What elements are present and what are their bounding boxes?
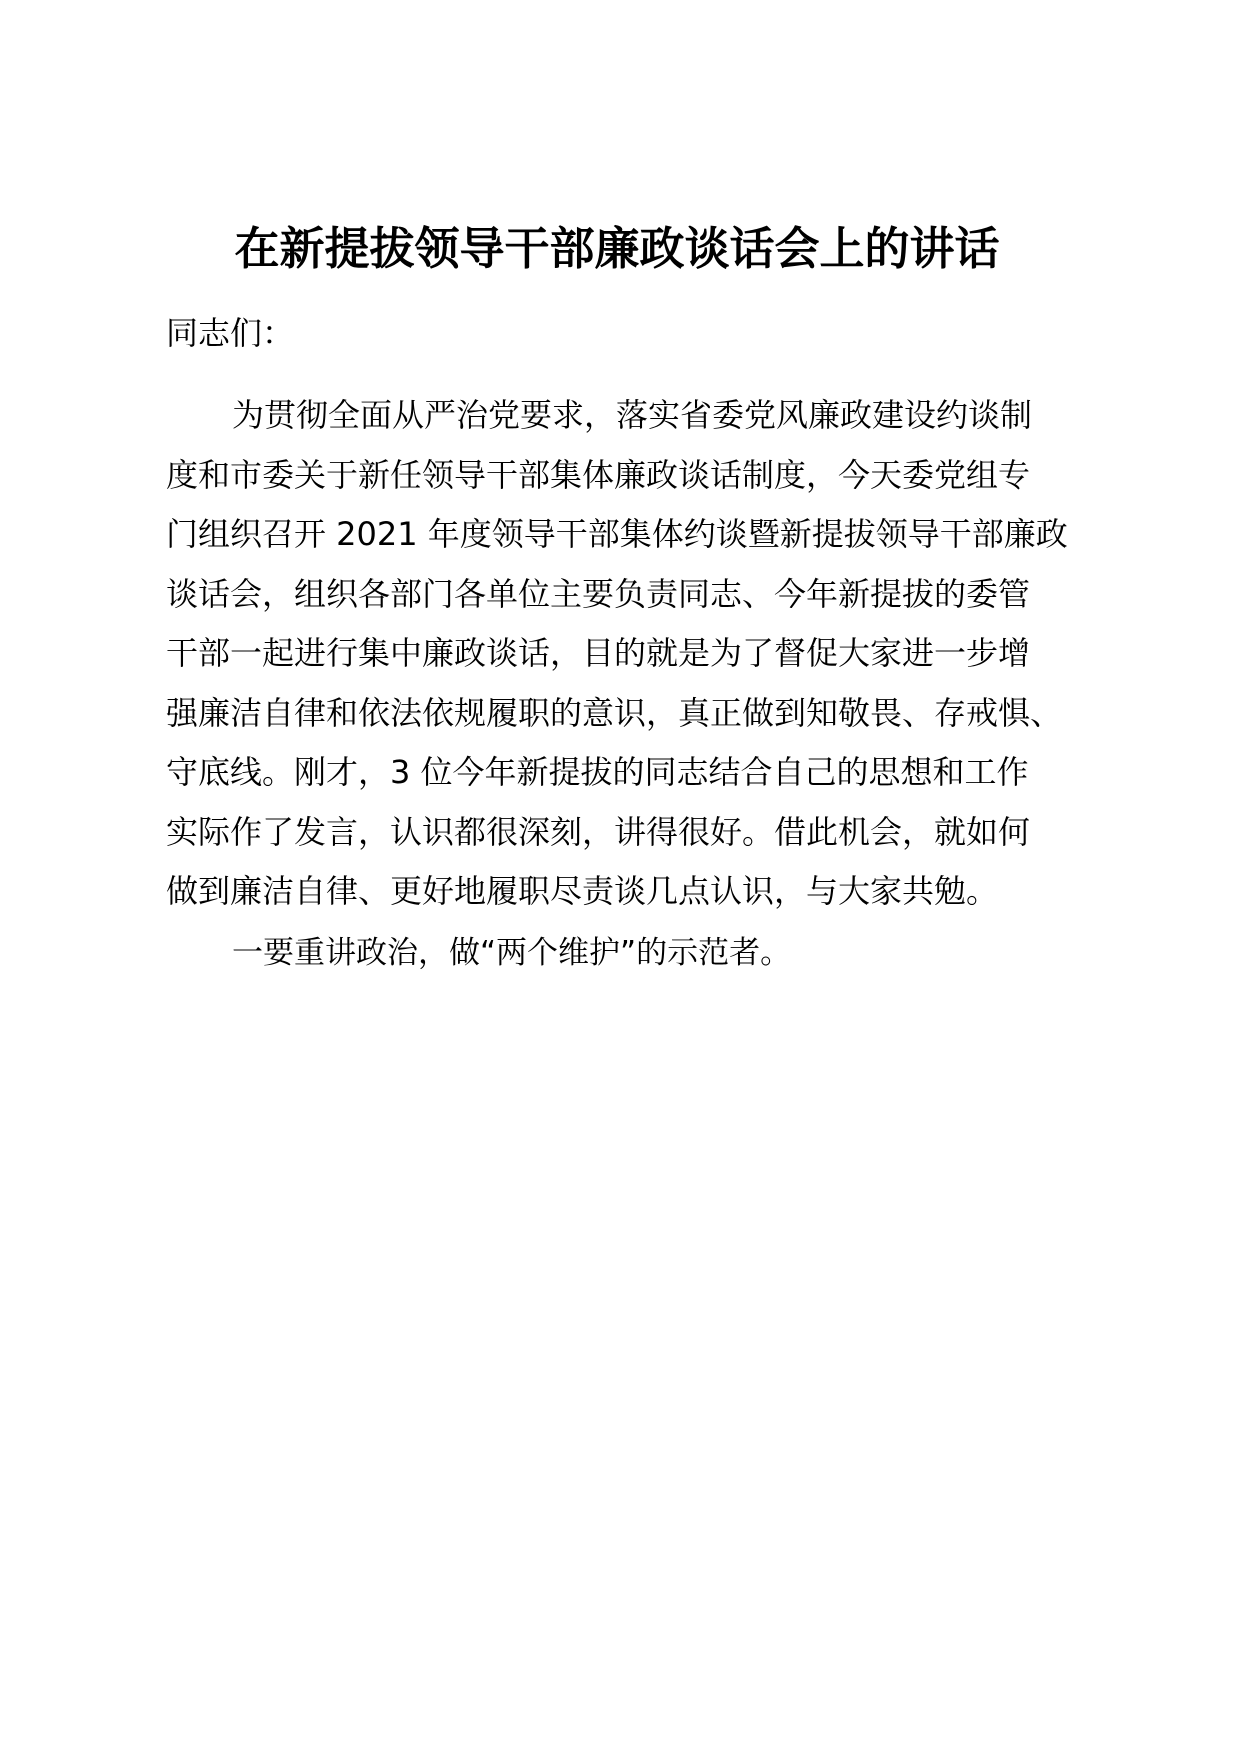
paragraph-line: 做到廉洁自律、更好地履职尽责谈几点认识，与大家共勉。 [166, 872, 999, 910]
paragraph-line: 门组织召开 2021 年度领导干部集体约谈暨新提拔领导干部廉政 [166, 515, 1068, 553]
paragraph-line: 实际作了发言，认识都很深刻，讲得很好。借此机会，就如何 [166, 812, 1031, 851]
paragraph-line: 为贯彻全面从严治党要求，落实省委党风廉政建设约谈制 [232, 396, 1033, 434]
paragraph-line: 守底线。刚才，3 位今年新提拔的同志结合自己的思想和工作 [166, 753, 1029, 791]
paragraph-line: 强廉洁自律和依法依规履职的意识，真正做到知敬畏、存戒惧、 [166, 693, 1063, 732]
body-paragraph [166, 386, 1086, 922]
paragraph-line: 谈话会，组织各部门各单位主要负责同志、今年新提拔的委管 [166, 574, 1031, 613]
document-title: 在新提拔领导干部廉政谈话会上的讲话 [234, 222, 1000, 275]
salutation: 同志们： [166, 314, 295, 352]
paragraph-line: 干部一起进行集中廉政谈话，目的就是为了督促大家进一步增 [166, 634, 1031, 672]
point-one-heading: 一要重讲政治，做“两个维护”的示范者。 [232, 935, 792, 971]
paragraph-line: 度和市委关于新任领导干部集体廉政谈话制度，今天委党组专 [166, 455, 1031, 494]
